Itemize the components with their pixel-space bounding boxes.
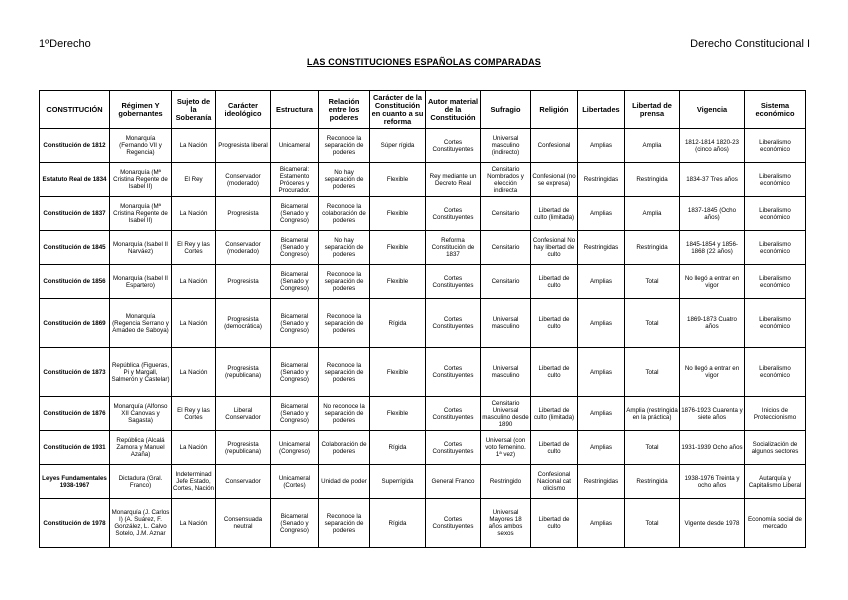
table-cell: Monarquía (Isabel II Espartero) [110, 265, 172, 299]
table-cell: Libertad de culto (limitada) [531, 397, 578, 431]
table-cell: Bicameral (Senado y Congreso) [271, 265, 319, 299]
table-row [40, 348, 806, 397]
table-row [40, 299, 806, 348]
column-header: Régimen Y gobernantes [110, 91, 172, 129]
table-cell: La Nación [172, 499, 216, 548]
column-header: Estructura [271, 91, 319, 129]
table-row [40, 129, 806, 163]
table-cell: Flexible [370, 265, 426, 299]
table-row [40, 265, 806, 299]
table-cell: Universal Mayores 18 años ambos sexos [481, 499, 531, 548]
column-header: Libertades [578, 91, 625, 129]
table-cell: Universal masculino (indirecto) [481, 129, 531, 163]
table-cell: Amplias [578, 348, 625, 397]
table-cell: Súper rígida [370, 129, 426, 163]
table-cell: Amplias [578, 397, 625, 431]
constitution-name-cell: Constitución de 1931 [40, 431, 110, 465]
table-cell: Bicameral (Senado y Congreso) [271, 197, 319, 231]
table-cell: Restringida [625, 465, 680, 499]
table-cell: Censitario Universal masculino desde 1890 [481, 397, 531, 431]
constitution-name-cell: Constitución de 1837 [40, 197, 110, 231]
table-cell: Amplias [578, 197, 625, 231]
constitution-name-cell: Constitución de 1873 [40, 348, 110, 397]
table-cell: Conservador (moderado) [216, 163, 271, 197]
table-cell: Amplia (restringida en la práctica) [625, 397, 680, 431]
table-row [40, 231, 806, 265]
table-cell: Cortes Constituyentes [426, 499, 481, 548]
table-cell: Restringidas [578, 163, 625, 197]
constitution-name-cell: Constitución de 1876 [40, 397, 110, 431]
table-cell: La Nación [172, 197, 216, 231]
table-cell: No llegó a entrar en vigor [680, 265, 745, 299]
table-cell: Flexible [370, 197, 426, 231]
table-cell: Monarquía (J. Carlos I) (A. Suárez, F. González, L. Calvo Sotelo, J.M. Aznar [110, 499, 172, 548]
table-row [40, 197, 806, 231]
table-cell: Rígida [370, 499, 426, 548]
table-cell: Libertad de culto [531, 265, 578, 299]
table-cell: Bicameral (Senado y Congreso) [271, 499, 319, 548]
constitution-name-cell: Estatuto Real de 1834 [40, 163, 110, 197]
table-cell: La Nación [172, 299, 216, 348]
table-cell: Amplias [578, 431, 625, 465]
table-cell: No hay separación de poderes [319, 231, 370, 265]
table-cell: Liberalismo económico [745, 163, 806, 197]
column-header: Carácter de la Constitución en cuanto a su reforma [370, 91, 426, 129]
constitution-name-cell: Constitución de 1869 [40, 299, 110, 348]
constitution-name-cell: Constitución de 1978 [40, 499, 110, 548]
column-header: Sistema económico [745, 91, 806, 129]
table-cell: El Rey [172, 163, 216, 197]
table-cell: No llegó a entrar en vigor [680, 348, 745, 397]
table-cell: Bicameral (Senado y Congreso) [271, 231, 319, 265]
table-cell: Reconoce la separación de poderes [319, 299, 370, 348]
table-cell: Total [625, 299, 680, 348]
table-cell: Libertad de culto [531, 431, 578, 465]
table-cell: Libertad de culto [531, 499, 578, 548]
table-cell: Flexible [370, 163, 426, 197]
column-header: Sufragio [481, 91, 531, 129]
table-cell: Liberal Conservador [216, 397, 271, 431]
header-subject: Derecho Constitucional I [690, 38, 810, 50]
table-cell: Bicameral (Senado y Congreso) [271, 348, 319, 397]
table-cell: Vigente desde 1978 [680, 499, 745, 548]
table-cell: Libertad de culto [531, 299, 578, 348]
table-cell: Confesional Nacional cat olicismo [531, 465, 578, 499]
table-cell: Rey mediante un Decreto Real [426, 163, 481, 197]
table-cell: Libertad de culto (limitada) [531, 197, 578, 231]
table-cell: Amplias [578, 129, 625, 163]
table-cell: República (Alcalá Zamora y Manuel Azaña) [110, 431, 172, 465]
table-cell: Reforma Constitución de 1837 [426, 231, 481, 265]
table-cell: Cortes Constituyentes [426, 348, 481, 397]
table-cell: Total [625, 265, 680, 299]
table-cell: Bicameral (Senado y Congreso) [271, 397, 319, 431]
table-cell: Censitario [481, 265, 531, 299]
table-cell: Confesional [531, 129, 578, 163]
table-cell: Reconoce la separación de poderes [319, 348, 370, 397]
table-cell: Bicameral: Estamento Próceres y Procurador. [271, 163, 319, 197]
table-cell: Colaboración de poderes [319, 431, 370, 465]
table-cell: Cortes Constituyentes [426, 397, 481, 431]
table-cell: Monarquía (Isabel II Narváez) [110, 231, 172, 265]
column-header: Libertad de prensa [625, 91, 680, 129]
table-cell: Progresista liberal [216, 129, 271, 163]
table-cell: No reconoce la separación de poderes [319, 397, 370, 431]
table-header-row [40, 91, 806, 129]
table-cell: República (Figueras, Pi y Margall, Salmerón y Castelar) [110, 348, 172, 397]
table-cell: Amplias [578, 299, 625, 348]
table-cell: Monarquía (Fernando VII y Regencia) [110, 129, 172, 163]
table-cell: Amplia [625, 197, 680, 231]
table-cell: Indeterminad Jefe Estado, Cortes, Nación [172, 465, 216, 499]
table-cell: Censitario Nombrados y elección indirecta [481, 163, 531, 197]
column-header: Sujeto de la Soberanía [172, 91, 216, 129]
table-cell: Total [625, 499, 680, 548]
table-cell: Liberalismo económico [745, 197, 806, 231]
table-cell: Universal masculino [481, 299, 531, 348]
table-cell: Conservador [216, 465, 271, 499]
table-cell: Reconoce la separación de poderes [319, 265, 370, 299]
table-cell: 1812-1814 1820-23 (cinco años) [680, 129, 745, 163]
table-row [40, 163, 806, 197]
table-cell: 1837-1845 (Ocho años) [680, 197, 745, 231]
table-cell: Flexible [370, 397, 426, 431]
column-header: Carácter ideológico [216, 91, 271, 129]
table-cell: Liberalismo económico [745, 231, 806, 265]
table-cell: Inicios de Proteccionismo [745, 397, 806, 431]
table-cell: 1869-1873 Cuatro años [680, 299, 745, 348]
table-cell: Cortes Constituyentes [426, 431, 481, 465]
table-cell: Universal (con voto femenino. 1ª vez) [481, 431, 531, 465]
constitution-name-cell: Constitución de 1845 [40, 231, 110, 265]
table-cell: Monarquía (Mª Cristina Regente de Isabel II) [110, 163, 172, 197]
table-cell: El Rey y las Cortes [172, 397, 216, 431]
table-cell: Unicameral [271, 129, 319, 163]
table-cell: 1931-1939 Ocho años [680, 431, 745, 465]
table-cell: Socialización de algunos sectores [745, 431, 806, 465]
column-header: Autor material de la Constitución [426, 91, 481, 129]
header-course: 1ºDerecho [39, 38, 91, 50]
table-cell: Amplias [578, 499, 625, 548]
table-row [40, 397, 806, 431]
table-cell: 1938-1976 Treinta y ocho años [680, 465, 745, 499]
table-cell: Progresista (republicana) [216, 431, 271, 465]
table-cell: Progresista [216, 197, 271, 231]
table-cell: La Nación [172, 129, 216, 163]
table-cell: La Nación [172, 348, 216, 397]
table-cell: Reconoce la separación de poderes [319, 129, 370, 163]
table-cell: Confesional No hay libertad de culto [531, 231, 578, 265]
constitution-name-cell: Leyes Fundamentales 1938-1967 [40, 465, 110, 499]
table-cell: Superrígida [370, 465, 426, 499]
table-row [40, 431, 806, 465]
column-header: Relación entre los poderes [319, 91, 370, 129]
table-cell: La Nación [172, 431, 216, 465]
table-cell: Censitario [481, 231, 531, 265]
table-cell: Consensuada neutral [216, 499, 271, 548]
table-cell: Amplia [625, 129, 680, 163]
table-cell: Cortes Constituyentes [426, 265, 481, 299]
table-cell: Restringidas [578, 231, 625, 265]
constitution-name-cell: Constitución de 1856 [40, 265, 110, 299]
table-cell: Economía social de mercado [745, 499, 806, 548]
table-cell: Cortes Constituyentes [426, 129, 481, 163]
table-cell: Autarquía y Capitalismo Liberal [745, 465, 806, 499]
table-cell: Progresista (republicana) [216, 348, 271, 397]
table-cell: Monarquía (Mª Cristina Regente de Isabel II) [110, 197, 172, 231]
table-cell: Rígida [370, 299, 426, 348]
table-cell: General Franco [426, 465, 481, 499]
table-cell: Restringido [481, 465, 531, 499]
table-cell: Progresista (democrática) [216, 299, 271, 348]
table-cell: Restringidas [578, 465, 625, 499]
table-cell: Unidad de poder [319, 465, 370, 499]
document-title: LAS CONSTITUCIONES ESPAÑOLAS COMPARADAS [307, 57, 541, 67]
table-cell: Conservador (moderado) [216, 231, 271, 265]
table-cell: La Nación [172, 265, 216, 299]
table-cell: Reconoce la separación de poderes [319, 499, 370, 548]
constitution-name-cell: Constitución de 1812 [40, 129, 110, 163]
constitutions-table [39, 90, 806, 548]
table-cell: Monarquía (Regencia Serrano y Amadeo de Saboya) [110, 299, 172, 348]
table-cell: Libertad de culto [531, 348, 578, 397]
table-cell: Universal masculino [481, 348, 531, 397]
table-cell: Cortes Constituyentes [426, 197, 481, 231]
table-cell: El Rey y las Cortes [172, 231, 216, 265]
table-cell: Unicameral (Congreso) [271, 431, 319, 465]
table-cell: Flexible [370, 348, 426, 397]
table-row [40, 465, 806, 499]
table-cell: Liberalismo económico [745, 265, 806, 299]
table-cell: 1876-1923 Cuarenta y siete años [680, 397, 745, 431]
table-cell: Censitario [481, 197, 531, 231]
table-cell: Total [625, 431, 680, 465]
table-cell: Flexible [370, 231, 426, 265]
table-cell: 1845-1854 y 1856-1868 (22 años) [680, 231, 745, 265]
table-cell: 1834-37 Tres años [680, 163, 745, 197]
table-row [40, 499, 806, 548]
table-cell: No hay separación de poderes [319, 163, 370, 197]
column-header: CONSTITUCIÓN [40, 91, 110, 129]
table-cell: Reconoce la colaboración de poderes [319, 197, 370, 231]
table-cell: Restringida [625, 231, 680, 265]
table-cell: Unicameral (Cortes) [271, 465, 319, 499]
table-cell: Rígida [370, 431, 426, 465]
column-header: Vigencia [680, 91, 745, 129]
table-cell: Confesional (no se expresa) [531, 163, 578, 197]
table-cell: Total [625, 348, 680, 397]
table-cell: Liberalismo económico [745, 299, 806, 348]
table-cell: Monarquía (Alfonso XII Canovas y Sagasta) [110, 397, 172, 431]
column-header: Religión [531, 91, 578, 129]
table-cell: Progresista [216, 265, 271, 299]
table-cell: Restringida [625, 163, 680, 197]
table-cell: Cortes Constituyentes [426, 299, 481, 348]
table-cell: Bicameral (Senado y Congreso) [271, 299, 319, 348]
table-cell: Liberalismo económico [745, 348, 806, 397]
table-cell: Liberalismo económico [745, 129, 806, 163]
table-cell: Dictadura (Gral. Franco) [110, 465, 172, 499]
table-cell: Amplias [578, 265, 625, 299]
